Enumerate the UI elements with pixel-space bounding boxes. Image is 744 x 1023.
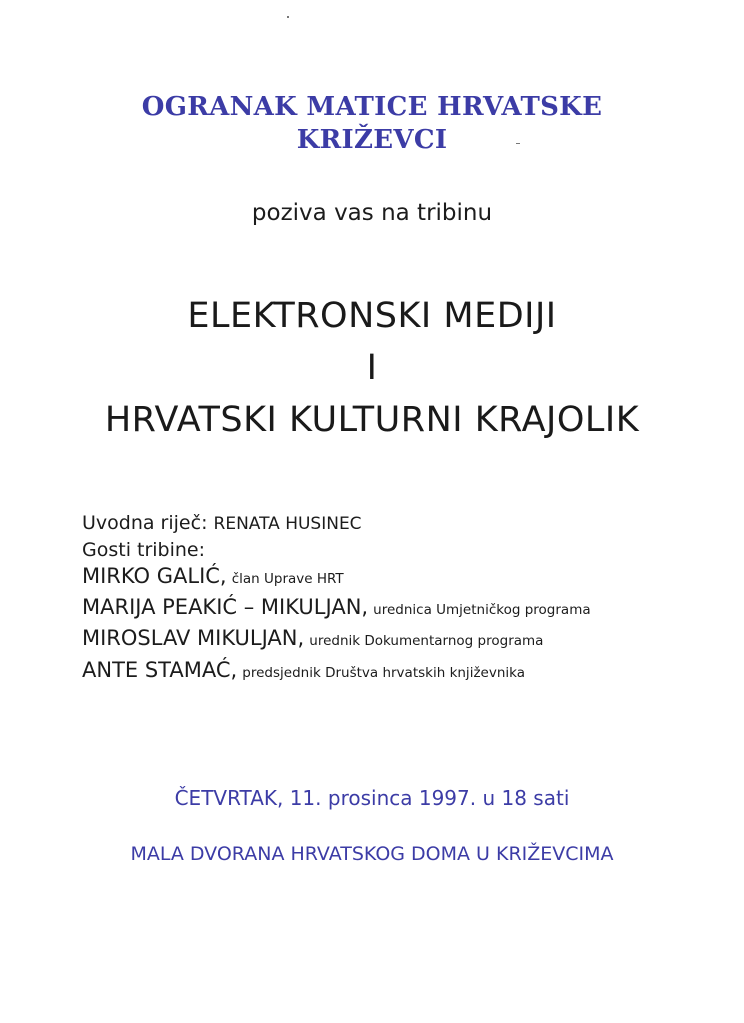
event-venue: MALA DVORANA HRVATSKOG DOMA U KRIŽEVCIMA	[130, 843, 614, 865]
guest-role: urednik Dokumentarnog programa	[309, 633, 544, 649]
guest-role: predsjednik Društva hrvatskih književnika	[242, 665, 525, 681]
speck-top	[287, 16, 289, 18]
guest-role: urednica Umjetničkog programa	[373, 602, 591, 618]
title-line-1: ELEKTRONSKI MEDIJI	[187, 296, 557, 336]
guest-row	[82, 595, 591, 619]
organizer-line-1: OGRANAK MATICE HRVATSKE	[141, 92, 603, 122]
guest-name: ANTE STAMAĆ,	[82, 658, 238, 682]
guest-name: MIRKO GALIĆ,	[82, 564, 227, 588]
guest-row	[82, 564, 344, 588]
guest-name: MARIJA PEAKIĆ – MIKULJAN,	[82, 595, 369, 619]
title-line-3: HRVATSKI KULTURNI KRAJOLIK	[104, 400, 640, 440]
title-line-2: I	[366, 348, 378, 388]
guests-label: Gosti tribine:	[82, 539, 206, 561]
organizer-line-2: KRIŽEVCI	[296, 125, 448, 155]
intro-line	[82, 512, 362, 534]
event-datetime: ČETVRTAK, 11. prosinca 1997. u 18 sati	[174, 786, 570, 810]
guest-name: MIROSLAV MIKULJAN,	[82, 626, 305, 650]
guest-role: član Uprave HRT	[231, 571, 344, 587]
guest-row	[82, 626, 543, 650]
intro-name: RENATA HUSINEC	[213, 514, 362, 534]
invitation-text: poziva vas na tribinu	[251, 200, 493, 226]
guest-row	[82, 658, 525, 682]
intro-label: Uvodna riječ:	[82, 512, 208, 534]
